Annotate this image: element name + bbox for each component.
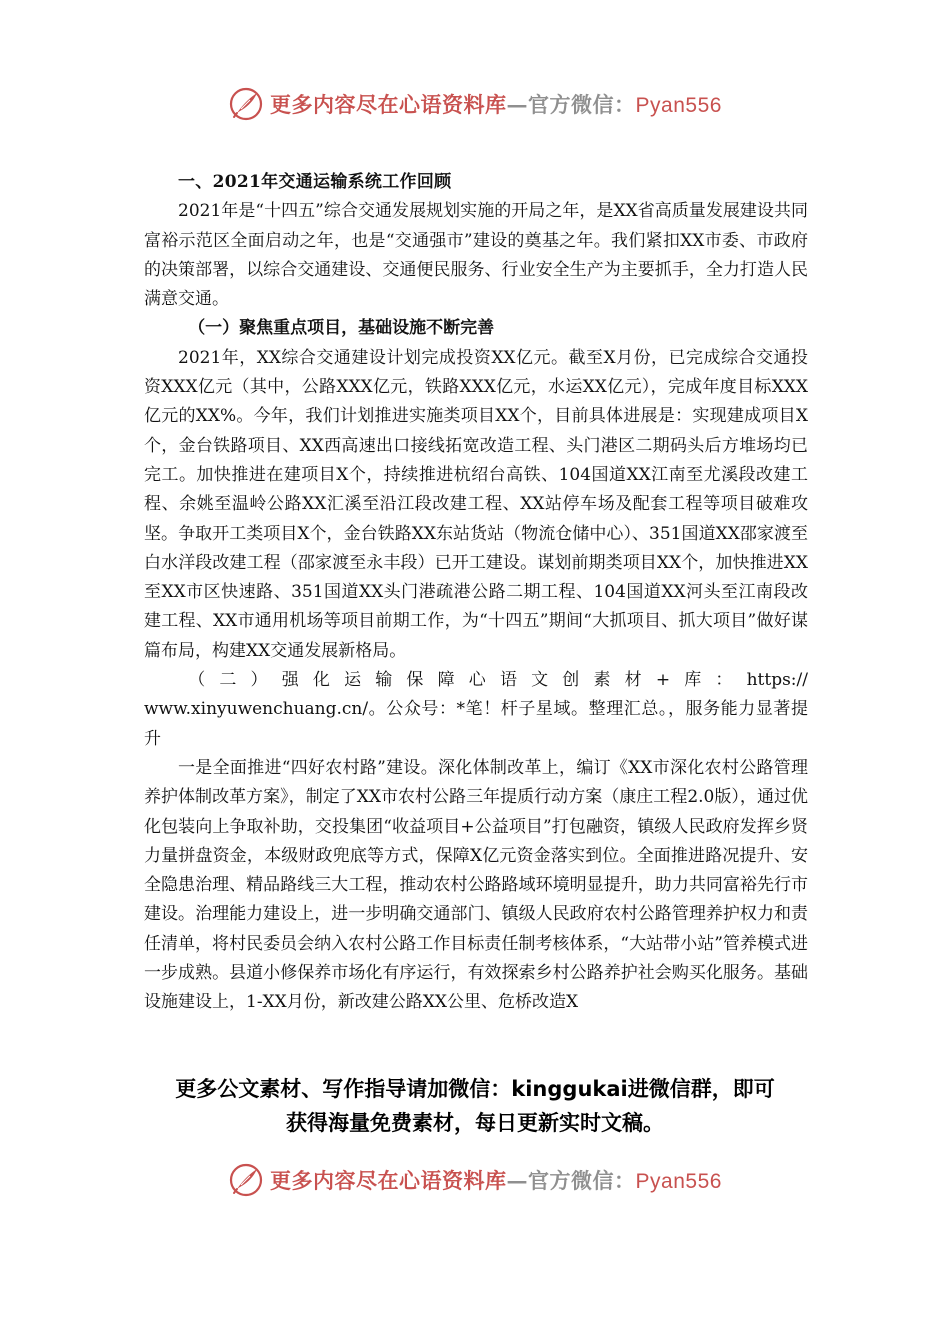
quill-pen-logo-icon xyxy=(228,1162,264,1198)
sub-heading-spaced-part: （二）强化运输保障心语文创素材+库： xyxy=(188,670,747,691)
promo-line-2: 获得海量免费素材，每日更新实时文稿。 xyxy=(286,1111,664,1135)
banner-text xyxy=(270,1165,722,1195)
promo-notice xyxy=(0,1072,950,1140)
sub-heading-rest: https://www.xinyuwenchuang.cn/。公众号：*笔！杆子星域。整理汇总。，服务能力显著提升 xyxy=(144,670,808,749)
sub-heading: （一）聚焦重点项目，基础设施不断完善 xyxy=(188,318,495,339)
banner-dash: —官方微信： xyxy=(506,92,636,117)
header-banner xyxy=(0,82,950,126)
banner-wechat-id: Pyan556 xyxy=(635,1170,722,1193)
document-body xyxy=(144,168,808,1018)
paragraph: 2021年是“十四五”综合交通发展规划实施的开局之年，是XX省高质量发展建设共同富裕示范区全面启动之年，也是“交通强市”建设的奠基之年。我们紧扣XX市委、市政府的决策部署，以综合交通建设、交通便民服务、行业安全生产为主要抓手，全力打造人民满意交通。 xyxy=(144,201,808,310)
footer-banner xyxy=(0,1158,950,1202)
promo-line-1: 更多公文素材、写作指导请加微信：kinggukai进微信群，即可 xyxy=(175,1077,775,1101)
banner-dash: —官方微信： xyxy=(506,1168,636,1193)
section-heading: 一、2021年交通运输系统工作回顾 xyxy=(178,172,452,192)
banner-text xyxy=(270,89,722,119)
banner-prefix: 更多内容尽在心语资料库 xyxy=(270,1168,507,1193)
quill-pen-logo-icon xyxy=(228,86,264,122)
paragraph: 2021年，XX综合交通建设计划完成投资XX亿元。截至X月份，已完成综合交通投资XXX亿元（其中，公路XXX亿元，铁路XXX亿元，水运XX亿元），完成年度目标XXX亿元的XX%。今年，我们计划推进实施类项目XX个，目前具体进展是：实现建成项目X个，金台铁路项目、XX西高速出口接线拓宽改造工程、头门港区二期码头后方堆场均已完工。加快推进在建项目X个，持续推进杭绍台高铁、104国道XX江南至尤溪段改建工程、余姚至温岭公路XX汇溪至沿江段改建工程、XX站停车场及配套工程等项目破难攻坚。争取开工类项目X个，金台铁路XX东站货站（物流仓储中心）、351国道XX邵家渡至白水洋段改建工程（邵家渡至永丰段）已开工建设。谋划前期类项目XX个，加快推进XX至XX市区快速路、351国道XX头门港疏港公路二期工程、104国道XX河头至江南段改建工程、XX市通用机场等项目前期工作，为“十四五”期间“大抓项目、抓大项目”做好谋篇布局，构建XX交通发展新格局。 xyxy=(144,347,808,661)
banner-wechat-id: Pyan556 xyxy=(635,94,722,117)
paragraph: 一是全面推进“四好农村路”建设。深化体制改革上，编订《XX市深化农村公路管理养护体制改革方案》，制定了XX市农村公路三年提质行动方案（康庄工程2.0版），通过优化包装向上争取补助，交投集团“收益项目+公益项目”打包融资，镇级人民政府发挥乡贤力量拼盘资金，本级财政兜底等方式，保障X亿元资金落实到位。全面推进路况提升、安全隐患治理、精品路线三大工程，推动农村公路路域环境明显提升，助力共同富裕先行市建设。治理能力建设上，进一步明确交通部门、镇级人民政府农村公路管理养护权力和责任清单，将村民委员会纳入农村公路工作目标责任制考核体系，“大站带小站”管养模式进一步成熟。县道小修保养市场化有序运行，有效探索乡村公路养护社会购买化服务。基础设施建设上，1-XX月份，新改建公路XX公里、危桥改造X xyxy=(144,757,808,1013)
banner-prefix: 更多内容尽在心语资料库 xyxy=(270,92,507,117)
sub-heading-watermarked xyxy=(144,666,808,754)
